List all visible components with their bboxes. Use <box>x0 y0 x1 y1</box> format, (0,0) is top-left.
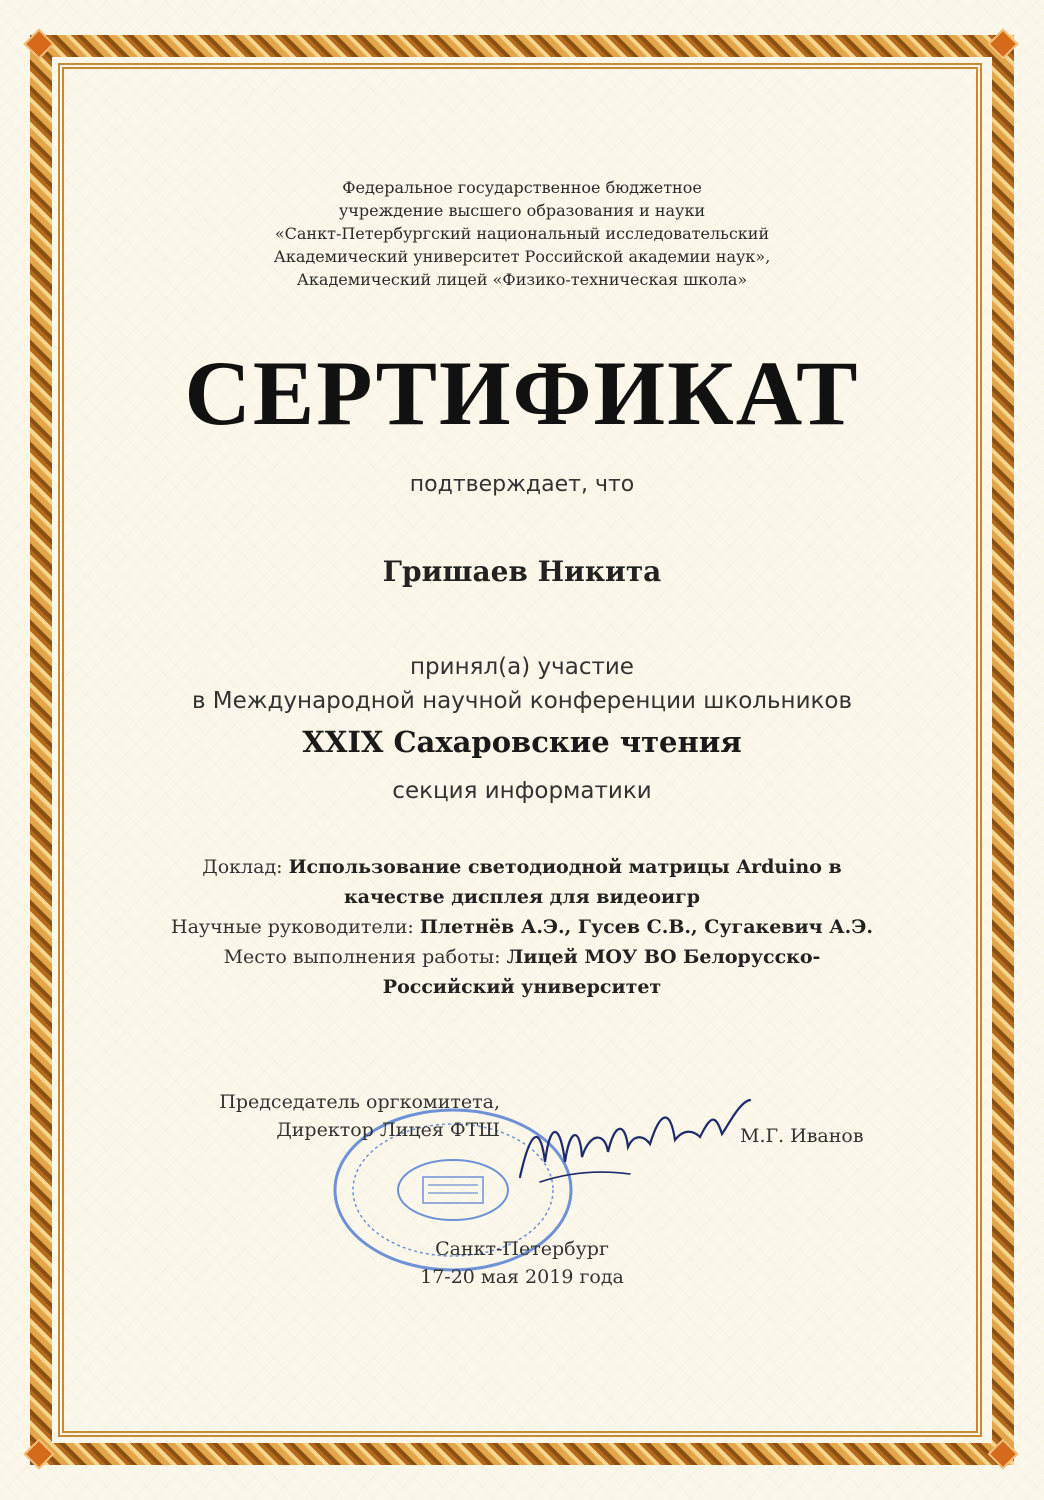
report-line-2 <box>100 882 944 912</box>
report-details <box>100 852 944 1002</box>
signatory-position <box>190 1088 500 1144</box>
organization-line: Академический университет Российской академии наук», <box>273 247 771 266</box>
event-name: XXIX Сахаровские чтения <box>302 725 742 759</box>
report-title-line-1: Использование светодиодной матрицы Arduino в <box>288 856 842 878</box>
city: Санкт-Петербург <box>435 1238 609 1260</box>
signatory-name: М.Г. Иванов <box>740 1125 864 1147</box>
organization-block <box>100 176 944 291</box>
organization-line: Академический лицей «Физико-техническая школа» <box>296 270 748 289</box>
participation-text <box>100 650 944 718</box>
workplace-value-line-2: Российский университет <box>382 976 662 998</box>
workplace-label: Место выполнения работы: <box>223 946 501 968</box>
handwritten-signature <box>510 1092 770 1192</box>
report-line-1 <box>100 852 944 882</box>
recipient-name: Гришаев Никита <box>382 555 662 588</box>
event-dates: 17-20 мая 2019 года <box>420 1266 624 1288</box>
report-label: Доклад: <box>202 856 283 878</box>
certificate-title: СЕРТИФИКАТ <box>184 342 860 444</box>
signatory-position-line-2: Директор Лицея ФТШ <box>276 1119 500 1141</box>
participation-line-1: принял(а) участие <box>410 654 634 680</box>
signatory-position-line-1: Председатель оргкомитета, <box>219 1091 500 1113</box>
certificate-content <box>100 0 944 1500</box>
workplace-line-2 <box>100 972 944 1002</box>
organization-line: учреждение высшего образования и науки <box>338 201 706 220</box>
supervisors-names: Плетнёв А.Э., Гусев С.В., Сугакевич А.Э. <box>419 916 873 938</box>
place-and-date <box>100 1235 944 1291</box>
organization-line: Федеральное государственное бюджетное <box>342 178 702 197</box>
supervisors-line <box>100 912 944 942</box>
report-title-line-2: качестве дисплея для видеоигр <box>343 886 701 908</box>
workplace-line-1 <box>100 942 944 972</box>
confirms-text: подтверждает, что <box>409 472 635 497</box>
section-name: секция информатики <box>392 778 652 804</box>
supervisors-label: Научные руководители: <box>171 916 414 938</box>
participation-line-2: в Международной научной конференции школьников <box>191 688 853 714</box>
organization-line: «Санкт-Петербургский национальный исследовательский <box>274 224 770 243</box>
workplace-value-line-1: Лицей МОУ ВО Белорусско- <box>506 946 821 968</box>
